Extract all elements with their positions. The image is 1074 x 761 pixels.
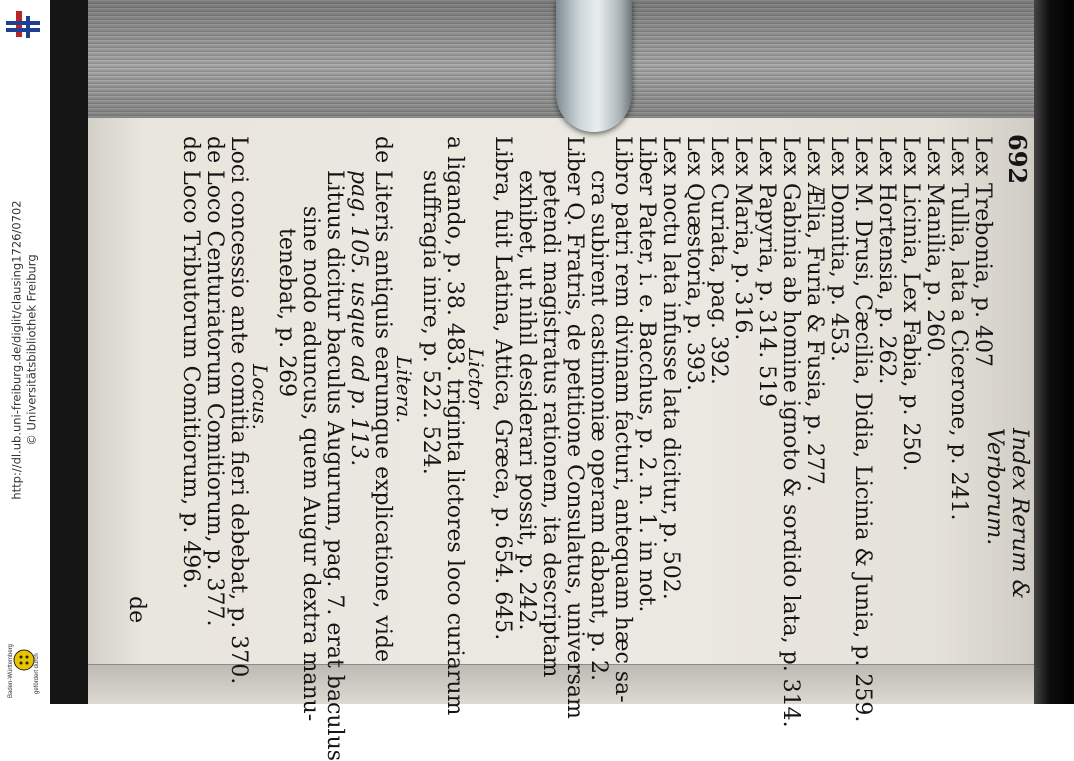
section-heading: Locus. xyxy=(248,364,272,431)
index-entry: pag. 105. usque ad p. 113. xyxy=(346,170,371,467)
index-entry: de Loco Centuriatorum Comitiorum, p. 377. xyxy=(202,136,227,627)
index-entry: Liber Pater, i. e. Bacchus, p. 2. n. 1. in not. xyxy=(634,136,659,613)
catchword: de xyxy=(124,596,149,624)
index-entry: Lex Hortensia, p. 262. xyxy=(874,136,899,385)
funder-top-text: gefördert durch xyxy=(34,653,40,694)
index-entry: Lex noctu lata infusse lata dicitur, p. 502. xyxy=(658,136,683,600)
sidebar-text-block xyxy=(0,185,48,515)
page-number: 692 xyxy=(1003,134,1032,185)
page-holder-clip xyxy=(556,0,632,132)
index-entry: tenebat, p. 269 xyxy=(274,228,299,398)
index-entry: Lex Tullia, lata a Cicerone, p. 241. xyxy=(946,136,971,521)
index-entry: Libro patri rem divinam facturi, antequam hæc sa- xyxy=(610,136,635,703)
copyright-text: © Universitätsbibliothek Freiburg xyxy=(24,254,39,446)
index-entry: Libra, fuit Latina, Attica, Græca, p. 654. 645. xyxy=(490,136,515,641)
page-text xyxy=(119,128,1034,761)
index-entry: petendi magistratus rationem, ita descriptam xyxy=(538,170,563,678)
index-entry: Lex Manilia, p. 260. xyxy=(922,136,947,359)
funder-logo-icon xyxy=(2,620,46,700)
sidebar xyxy=(0,0,51,704)
index-entry: exhibet, ut nihil desiderari possit, p. 242. xyxy=(514,170,539,631)
index-entry: suffragia inire, p. 522. 524. xyxy=(418,170,443,475)
index-entry: sine nodo aduncus, quem Augur dextra manu- xyxy=(298,206,323,722)
university-logo-icon[interactable] xyxy=(4,8,42,42)
index-entry: de Literis antiquis earumque explicatione, vide xyxy=(370,136,395,663)
permalink-url[interactable]: http://dl.ub.uni-freiburg.de/diglit/clausing1726/0702 xyxy=(9,200,24,500)
index-entry: Lex Domitia, p. 453. xyxy=(826,136,851,362)
funder-bottom-text: Baden-Württemberg xyxy=(8,643,14,698)
index-entry: de Loco Tributorum Comitiorum, p. 496. xyxy=(178,136,203,590)
index-entry: Lex Gabinia ab homine ignoto & sordido lata, p. 314. xyxy=(778,136,803,728)
index-entry: Lex Licinia, Lex Fabia, p. 250. xyxy=(898,136,923,472)
index-entry: Lex Maria, p. 316. xyxy=(730,136,755,341)
index-entry: Lex Trebonia, p. 407 xyxy=(970,136,995,367)
index-entry: cra subirent castimoniæ operam dabant, p. 2. xyxy=(586,170,611,681)
index-entry: a ligando, p. 38. 483. triginta lictores loco curiarum xyxy=(442,136,467,716)
index-entry: Liber Q. Fratris, de petitione Consulatus, universam xyxy=(562,136,587,719)
index-entry: Lex Curiata, pag. 392. xyxy=(706,136,731,385)
index-entry: Lex Ælia, Furia & Fusia, p. 277. xyxy=(802,136,827,492)
book-spine xyxy=(1034,0,1074,704)
running-head: Index Rerum & Verborum. xyxy=(982,428,1032,600)
index-entry: Loci concessio ante comitia fieri debebat, p. 370. xyxy=(226,136,251,685)
section-heading: Litera. xyxy=(392,356,416,424)
section-heading: Lictor xyxy=(464,348,488,409)
index-entry: Lex M. Drusi, Cæcilia, Didia, Licinia & Junia, p. 259. xyxy=(850,136,875,723)
index-entry: Lex Papyria, p. 314. 519 xyxy=(754,136,779,408)
index-entry: Lex Quæstoria, p. 393. xyxy=(682,136,707,391)
index-entry: Lituus dicitur baculus Augurum, pag. 7. erat baculus xyxy=(322,170,347,761)
